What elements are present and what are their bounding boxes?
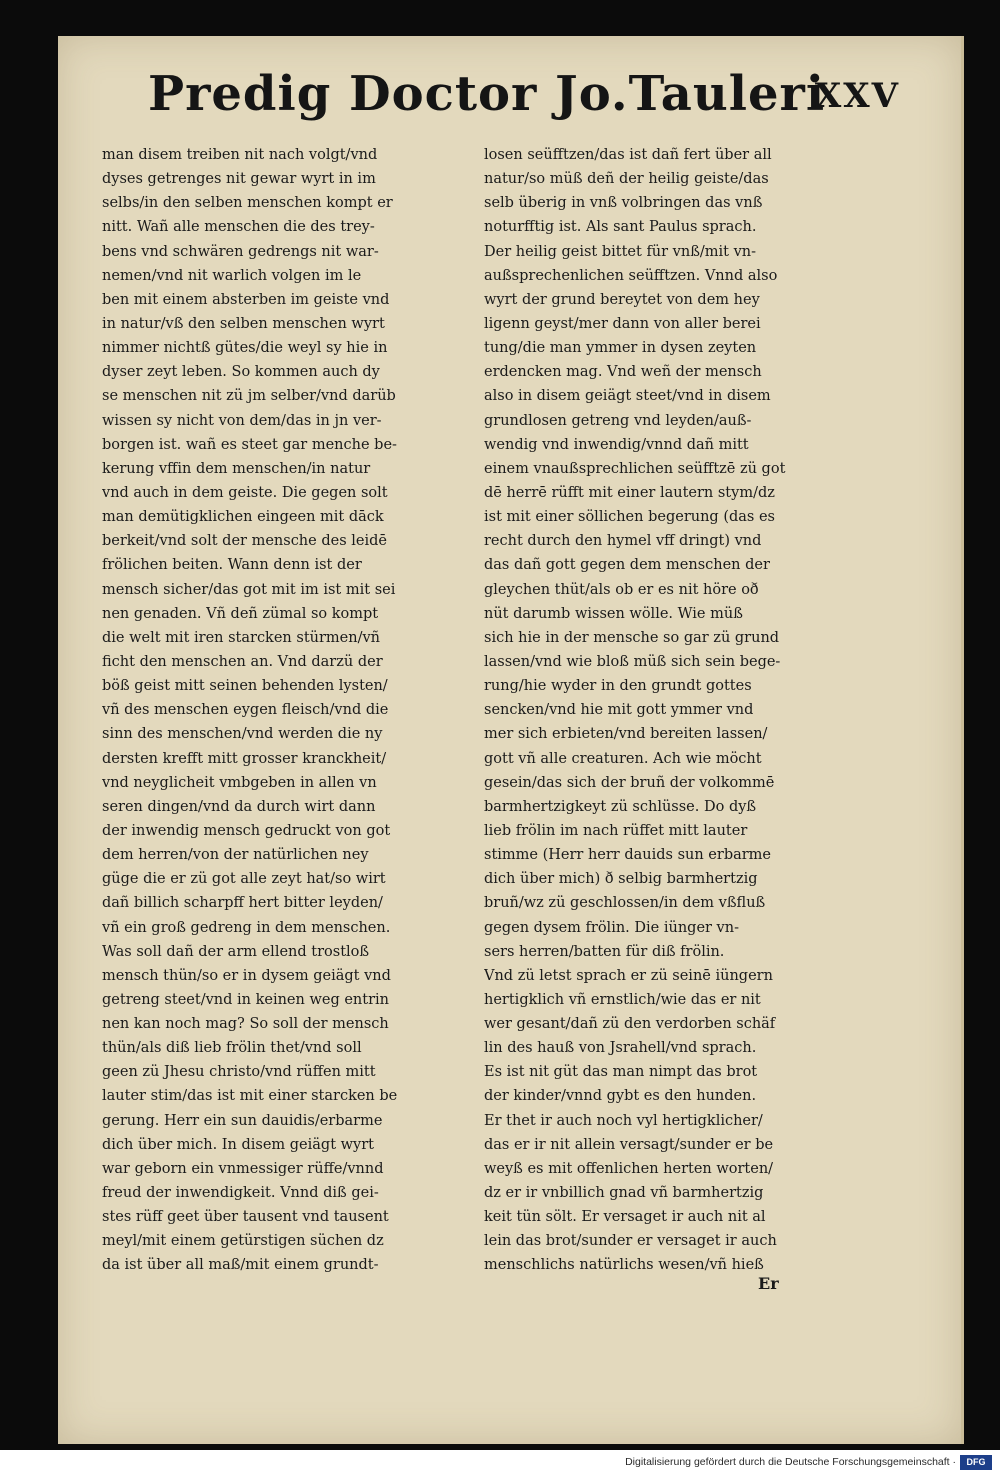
text-line: dañ billich scharpff hert bitter leyden/ (102, 895, 383, 912)
text-line: mer sich erbieten/vnd bereiten lassen/ (484, 726, 768, 743)
text-line: vnd neyglicheit vmbgeben in allen vn (102, 774, 377, 791)
text-line: nüt darumb wissen wölle. Wie müß (484, 605, 743, 622)
text-line: dyses getrenges nit gewar wyrt in im (102, 171, 376, 188)
text-line: vñ ein groß gedreng in dem menschen. (102, 919, 391, 936)
text-line: vñ des menschen eygen fleisch/vnd die (102, 702, 389, 719)
text-line: nemen/vnd nit warlich volgen im le (102, 267, 362, 284)
right-text-column (484, 143, 848, 1278)
text-line: mensch sicher/das got mit im ist mit sei (102, 581, 396, 598)
text-line: lauter stim/das ist mit einer starcken be (102, 1088, 398, 1105)
text-line: böß geist mitt seinen behenden lysten/ (102, 678, 388, 695)
text-line: die welt mit iren starcken stürmen/vñ (102, 629, 380, 646)
text-line: sinn des menschen/vnd werden die ny (102, 726, 383, 743)
text-line: in natur/vß den selben menschen wyrt (102, 315, 385, 332)
text-line: nen genaden. Vñ deñ zümal so kompt (102, 605, 379, 622)
text-line: gegen dysem frölin. Die iünger vn- (484, 919, 739, 936)
text-line: wyrt der grund bereytet von dem hey (484, 291, 760, 308)
text-line: Vnd zü letst sprach er zü seinē iüngern (484, 967, 773, 984)
footer-bar (0, 1450, 1000, 1476)
text-line: also in disem geiägt steet/vnd in disem (484, 388, 771, 405)
text-line: selb überig in vnß volbringen das vnß (484, 195, 763, 212)
text-line: stes rüff geet über tausent vnd tausent (102, 1209, 389, 1226)
text-line: dyser zeyt leben. So kommen auch dy (102, 364, 380, 381)
text-line: das er ir nit allein versagt/sunder er be (484, 1136, 774, 1153)
text-line: barmhertzigkeyt zü schlüsse. Do dyß (484, 798, 757, 815)
text-line: gerung. Herr ein sun dauidis/erbarme (102, 1112, 383, 1129)
text-line: dersten krefft mitt grosser kranckheit/ (102, 750, 387, 767)
text-line: nen kan noch mag? So soll der mensch (102, 1016, 389, 1033)
text-line: bruñ/wz zü geschlossen/in dem vßfluß (484, 895, 766, 912)
text-line: lin des hauß von Jsrahell/vnd sprach. (484, 1040, 757, 1057)
text-line: tung/die man ymmer in dysen zeyten (484, 340, 757, 357)
text-line: sers herren/batten für diß frölin. (484, 943, 725, 960)
text-line: erdencken mag. Vnd weñ der mensch (484, 364, 762, 381)
text-line: man demütigklichen eingeen mit dāck (102, 509, 384, 526)
text-line: man disem treiben nit nach volgt/vnd (102, 147, 378, 163)
text-line: keit tün sölt. Er versaget ir auch nit al (484, 1209, 766, 1226)
text-line: ficht den menschen an. Vnd darzü der (102, 653, 383, 670)
text-line: nitt. Wañ alle menschen die des trey- (102, 219, 375, 236)
page-header (148, 66, 908, 136)
text-line: losen seüfftzen/das ist dañ fert über all (484, 147, 772, 163)
text-line: sich hie in der mensche so gar zü grund (484, 629, 780, 646)
text-line: vnd auch in dem geiste. Die gegen solt (102, 484, 388, 501)
text-line: lassen/vnd wie bloß müß sich sein bege- (484, 653, 781, 670)
text-line: getreng steet/vnd in keinen weg entrin (102, 991, 389, 1008)
text-line: kerung vffin dem menschen/in natur (102, 460, 371, 477)
text-line: Was soll dañ der arm ellend trostloß (102, 943, 370, 960)
text-line: Er thet ir auch noch vyl hertigklicher/ (484, 1112, 763, 1129)
text-line: der kinder/vnnd gybt es den hunden. (484, 1088, 757, 1105)
text-line: selbs/in den selben menschen kompt er (102, 195, 393, 212)
text-line: meyl/mit einem getürstigen süchen dz (102, 1233, 384, 1250)
text-line: stimme (Herr herr dauids sun erbarme (484, 847, 772, 864)
text-line: borgen ist. wañ es steet gar menche be- (102, 436, 397, 453)
text-line: natur/so müß deñ der heilig geiste/das (484, 171, 769, 188)
catchword: Er (758, 1274, 779, 1293)
text-line: recht durch den hymel vff dringt) vnd (484, 533, 762, 550)
text-line: güge die er zü got alle zeyt hat/so wirt (102, 871, 386, 888)
text-line: dem herren/von der natürlichen ney (102, 847, 369, 864)
text-line: Der heilig geist bittet für vnß/mit vn- (484, 243, 757, 260)
left-text-column (102, 143, 466, 1278)
text-line: lein das brot/sunder er versaget ir auch (484, 1233, 777, 1250)
text-line: nimmer nichtß gütes/die weyl sy hie in (102, 340, 388, 357)
text-line: grundlosen getreng vnd leyden/auß- (484, 412, 752, 429)
funding-notice: Digitalisierung gefördert durch die Deutsche Forschungsgemeinschaft · (625, 1456, 956, 1468)
text-line: menschlichs natürlichs wesen/vñ hieß (484, 1257, 764, 1274)
text-line: rung/hie wyder in den grundt gottes (484, 678, 752, 695)
text-line: bens vnd schwären gedrengs nit war- (102, 243, 379, 260)
text-line: Es ist nit güt das man nimpt das brot (484, 1064, 758, 1081)
text-line: gleychen thüt/als ob er es nit höre oð (484, 581, 759, 598)
text-line: wendig vnd inwendig/vnnd dañ mitt (484, 436, 749, 453)
text-line: außsprechenlichen seüfftzen. Vnnd also (484, 267, 778, 284)
text-line: dich über mich) ð selbig barmhertzig (484, 871, 758, 888)
text-line: weyß es mit offenlichen herten worten/ (484, 1160, 774, 1177)
text-line: frölichen beiten. Wann denn ist der (102, 557, 362, 574)
text-line: lieb frölin im nach rüffet mitt lauter (484, 822, 748, 839)
text-line: freud der inwendigkeit. Vnnd diß gei- (102, 1185, 379, 1202)
text-line: berkeit/vnd solt der mensche des leidē (102, 533, 387, 550)
text-line: wissen sy nicht von dem/das in jn ver- (102, 412, 382, 429)
text-line: dich über mich. In disem geiägt wyrt (102, 1136, 374, 1153)
text-line: einem vnaußsprechlichen seüfftzē zü got (484, 460, 786, 477)
text-line: noturfftig ist. Als sant Paulus sprach. (484, 219, 757, 236)
text-line: ligenn geyst/mer dann von aller berei (484, 315, 761, 332)
text-line: ist mit einer söllichen begerung (das es (484, 509, 775, 526)
text-line: dz er ir vnbillich gnad vñ barmhertzig (484, 1185, 764, 1202)
text-line: seren dingen/vnd da durch wirt dann (102, 798, 376, 815)
running-title: Predig Doctor Jo.Tauleri (148, 66, 826, 122)
text-line: hertigklich vñ ernstlich/wie das er nit (484, 991, 761, 1008)
text-line: wer gesant/dañ zü den verdorben schäf (484, 1016, 776, 1033)
folio-number: XXV (814, 76, 900, 116)
text-line: mensch thün/so er in dysem geiägt vnd (102, 967, 391, 984)
text-line: ben mit einem absterben im geiste vnd (102, 291, 390, 308)
text-line: gesein/das sich der bruñ der volkommē (484, 774, 775, 791)
text-line: gott vñ alle creaturen. Ach wie möcht (484, 750, 762, 767)
book-page (58, 36, 964, 1444)
text-line: se menschen nit zü jm selber/vnd darüb (102, 388, 396, 405)
text-line: da ist über all maß/mit einem grundt- (102, 1257, 379, 1274)
text-line: sencken/vnd hie mit gott ymmer vnd (484, 702, 754, 719)
text-line: der inwendig mensch gedruckt von got (102, 822, 391, 839)
dfg-logo: DFG (960, 1455, 992, 1470)
text-line: dē herrē rüfft mit einer lautern stym/dz (484, 484, 775, 501)
text-line: war geborn ein vnmessiger rüffe/vnnd (102, 1160, 384, 1177)
text-line: geen zü Jhesu christo/vnd rüffen mitt (102, 1064, 376, 1081)
text-line: thün/als diß lieb frölin thet/vnd soll (102, 1040, 362, 1057)
text-line: das dañ gott gegen dem menschen der (484, 557, 770, 574)
